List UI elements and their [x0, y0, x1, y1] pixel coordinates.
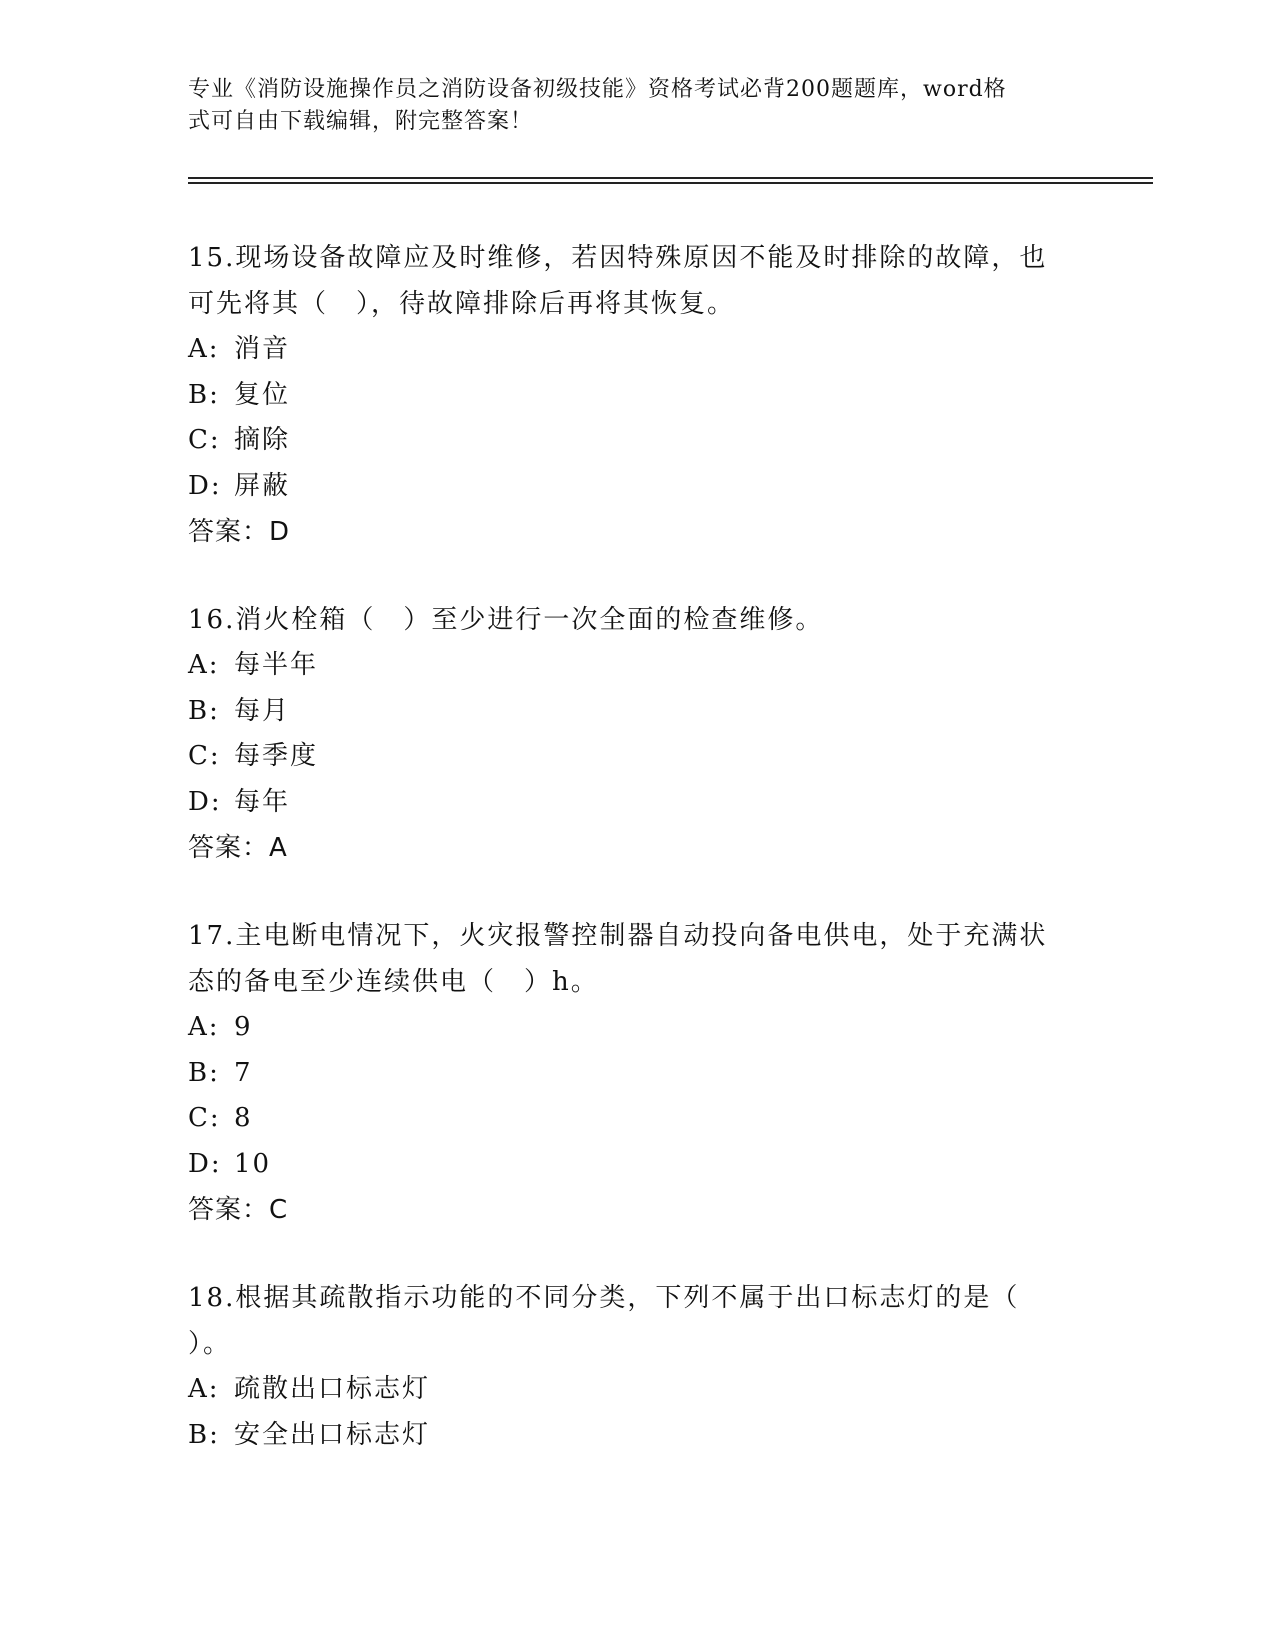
- option-label: C:: [188, 1103, 221, 1133]
- option-label: B:: [188, 695, 220, 726]
- option-label: C:: [188, 741, 221, 771]
- option-a: [188, 1005, 1093, 1051]
- question-18: [188, 1275, 1093, 1458]
- option-b: [188, 373, 1093, 419]
- option-text: 消音: [234, 334, 291, 364]
- option-label: D:: [188, 470, 222, 501]
- option-text: 8: [234, 1103, 253, 1133]
- header-line-1: 专业《消防设施操作员之消防设备初级技能》资格考试必背200题题库，word格: [188, 77, 1007, 102]
- option-text: 9: [234, 1012, 253, 1042]
- option-text: 复位: [234, 379, 291, 410]
- option-text: 屏蔽: [234, 470, 291, 501]
- question-stem-line: 态的备电至少连续供电（ ）h。: [188, 967, 599, 997]
- option-label: B:: [188, 1057, 220, 1088]
- question-stem: [188, 597, 1093, 643]
- option-label: C:: [188, 425, 221, 455]
- question-16: [188, 597, 1093, 871]
- option-label: A:: [188, 1374, 220, 1404]
- answer-line: 答案：A: [188, 833, 288, 863]
- question-stem-line: 16.消火栓箱（ ）至少进行一次全面的检查维修。: [188, 605, 824, 635]
- option-text: 7: [234, 1057, 253, 1088]
- option-b: [188, 689, 1093, 735]
- option-text: 每半年: [234, 650, 319, 680]
- header-divider-bottom: [188, 182, 1153, 184]
- question-stem: [188, 235, 1093, 327]
- document-header: [188, 74, 1068, 138]
- option-text: 每年: [234, 786, 291, 817]
- option-b: [188, 1413, 1093, 1459]
- option-a: [188, 643, 1093, 689]
- option-c: [188, 1096, 1093, 1142]
- option-text: 摘除: [234, 425, 291, 455]
- question-stem-line: 18.根据其疏散指示功能的不同分类，下列不属于出口标志灯的是（: [188, 1283, 1020, 1313]
- option-label: D:: [188, 1148, 222, 1179]
- option-label: A:: [188, 334, 220, 364]
- option-b: [188, 1051, 1093, 1097]
- option-d: [188, 780, 1093, 826]
- question-stem-line: 15.现场设备故障应及时维修，若因特殊原因不能及时排除的故障，也: [188, 243, 1048, 273]
- option-a: [188, 327, 1093, 373]
- answer-line: 答案：C: [188, 1195, 289, 1225]
- question-stem-line: ）。: [188, 1329, 232, 1359]
- question-stem-line: 可先将其（ ），待故障排除后再将其恢复。: [188, 289, 736, 319]
- option-label: D:: [188, 786, 222, 817]
- option-d: [188, 1142, 1093, 1188]
- option-text: 每季度: [234, 741, 319, 771]
- option-a: [188, 1367, 1093, 1413]
- option-text: 疏散出口标志灯: [234, 1374, 431, 1404]
- option-text: 10: [234, 1148, 272, 1179]
- question-15: [188, 235, 1093, 555]
- option-d: [188, 464, 1093, 510]
- header-divider-top: [188, 177, 1153, 179]
- question-stem: [188, 1275, 1093, 1367]
- option-label: A:: [188, 1012, 220, 1042]
- question-stem: [188, 913, 1093, 1005]
- option-text: 每月: [234, 695, 291, 726]
- option-c: [188, 734, 1093, 780]
- option-label: A:: [188, 650, 220, 680]
- option-c: [188, 418, 1093, 464]
- option-label: B:: [188, 379, 220, 410]
- question-stem-line: 17.主电断电情况下，火灾报警控制器自动投向备电供电，处于充满状: [188, 921, 1048, 951]
- answer-line: 答案：D: [188, 517, 291, 547]
- question-17: [188, 913, 1093, 1233]
- question-list: [188, 235, 1093, 1500]
- option-text: 安全出口标志灯: [234, 1419, 431, 1450]
- option-label: B:: [188, 1419, 220, 1450]
- header-line-2: 式可自由下载编辑，附完整答案！: [188, 109, 534, 134]
